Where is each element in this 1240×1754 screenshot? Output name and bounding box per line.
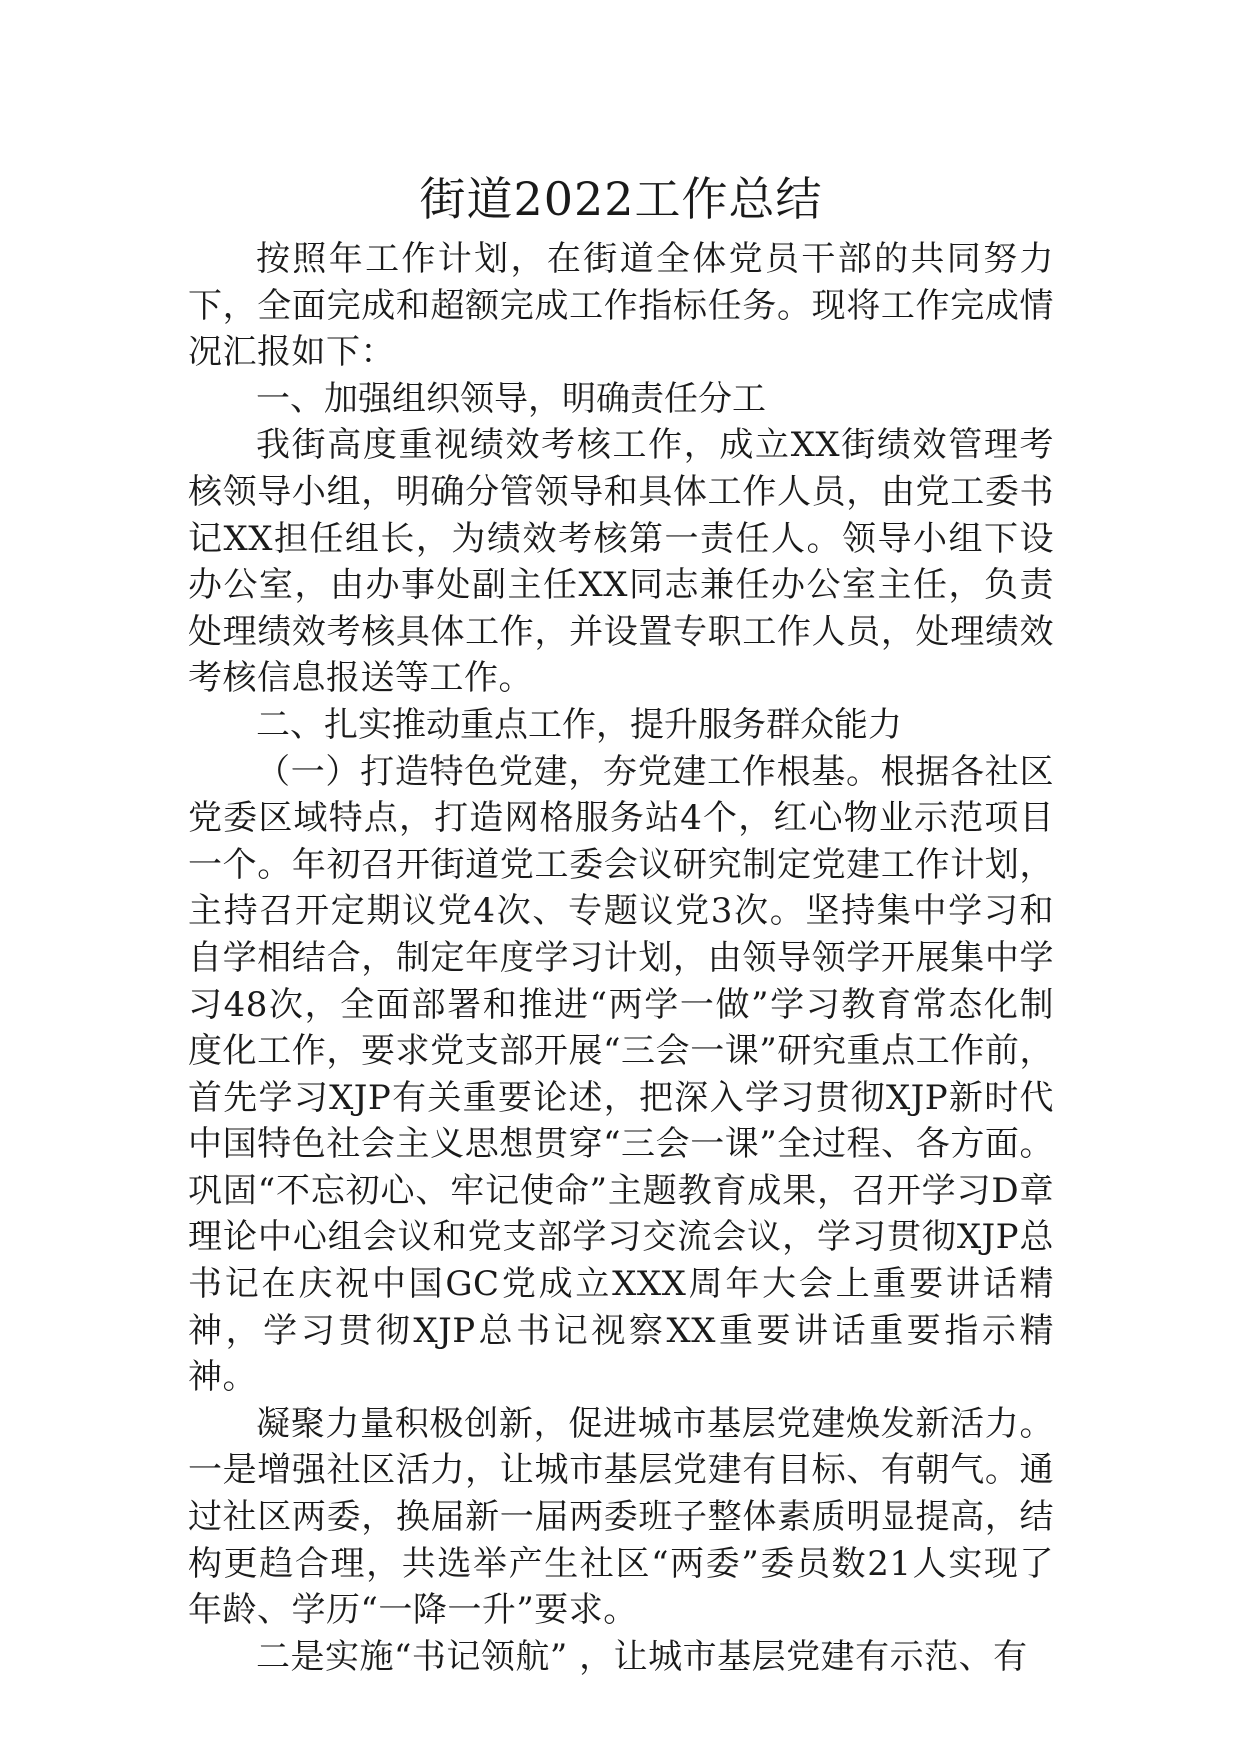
section-2-paragraph-2: 凝聚力量积极创新，促进城市基层党建焕发新活力。一是增强社区活力，让城市基层党建有目标、有朝气。通过社区两委，换届新一届两委班子整体素质明显提高，结构更趋合理，共选举产生社区“两委”委员数21人实现了年龄、学历“一降一升”要求。 [188,1403,1054,1631]
document-title: 街道2022工作总结 [419,172,823,226]
section-1-paragraph: 我街高度重视绩效考核工作，成立XX街绩效管理考核领导小组，明确分管领导和具体工作人员，由党工委书记XX担任组长，为绩效考核第一责任人。领导小组下设办公室，由办事处副主任XX同志兼任办公室主任，负责处理绩效考核具体工作，并设置专职工作人员，处理绩效考核信息报送等工作。 [188,425,1054,699]
section-heading-1: 一、加强组织领导，明确责任分工 [256,378,766,419]
intro-paragraph: 按照年工作计划，在街道全体党员干部的共同努力下，全面完成和超额完成工作指标任务。现将工作完成情况汇报如下： [188,239,1054,373]
section-2-paragraph-1: （一）打造特色党建，夯党建工作根基。根据各社区党委区域特点，打造网格服务站4个，红心物业示范项目一个。年初召开街道党工委会议研究制定党建工作计划，主持召开定期议党4次、专题议党3次。坚持集中学习和自学相结合，制定年度学习计划，由领导领学开展集中学习48次，全面部署和推进“两学一做”学习教育常态化制度化工作，要求党支部开展“三会一课”研究重点工作前，首先学习XJP有关重要论述，把深入学习贯彻XJP新时代中国特色社会主义思想贯穿“三会一课”全过程、各方面。巩固“不忘初心、牢记使命”主题教育成果，召开学习D章理论中心组会议和党支部学习交流会议，学习贯彻XJP总书记在庆祝中国GC党成立XXX周年大会上重要讲话精神，学习贯彻XJP总书记视察XX重要讲话重要指示精神。 [188,751,1054,1398]
document-page [188,168,1054,1680]
section-2-paragraph-3: 二是实施“书记领航” ，让城市基层党建有示范、有 [256,1636,1028,1677]
section-heading-2: 二、扎实推动重点工作，提升服务群众能力 [256,704,902,745]
